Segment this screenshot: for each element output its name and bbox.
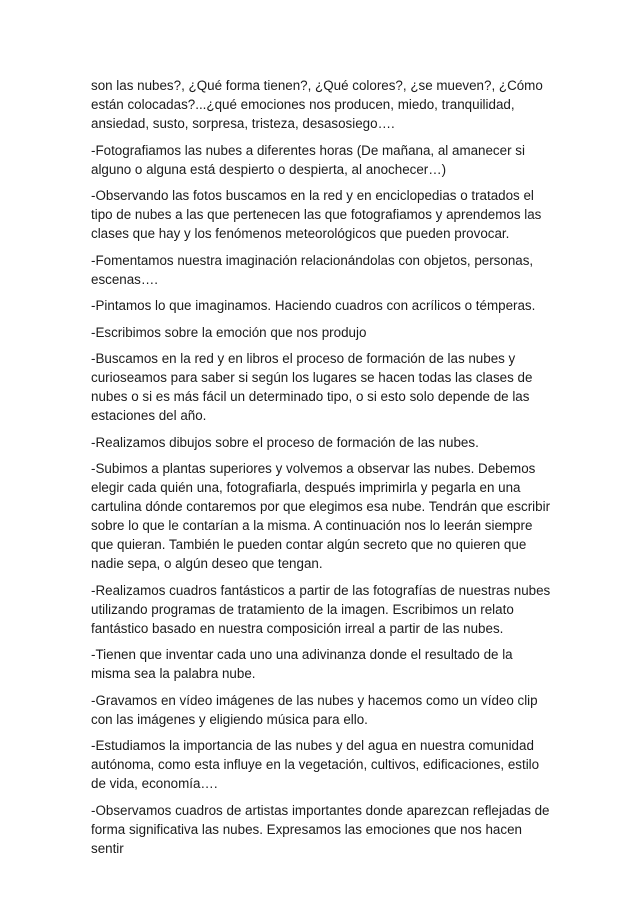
paragraph-riddle: -Tienen que inventar cada uno una adivinanza donde el resultado de la misma sea la palabra nube. bbox=[91, 647, 513, 681]
paragraph-fantastic-pictures: -Realizamos cuadros fantásticos a partir de las fotografías de nuestras nubes utilizando programas de tratamiento de la imagen. Escribimos un relato fantástico basado en nuestra composición irreal a partir de las nubes. bbox=[91, 582, 551, 636]
paragraph-cloud-formation-research: -Buscamos en la red y en libros el proceso de formación de las nubes y curioseamos para saber si según los lugares se hacen todas las clases de nubes o si es más fácil un determinado tipo, o si esto solo depende de las estaciones del año. bbox=[91, 351, 533, 423]
paragraph-clouds-questions: son las nubes?, ¿Qué forma tienen?, ¿Qué colores?, ¿se mueven?, ¿Cómo están colocadas?...¿qué emociones nos producen, miedo, tranquilidad, ansiedad, susto, sorpresa, tristeza, desasosiego…. bbox=[91, 78, 543, 131]
paragraph-write-emotion: -Escribimos sobre la emoción que nos produjo bbox=[91, 324, 367, 340]
paragraph-research-cloud-types: -Observando las fotos buscamos en la red y en enciclopedias o tratados el tipo de nubes a las que pertenecen las que fotografiamos y aprendemos las clases que hay y los fenómenos meteorológicos que pueden provocar. bbox=[91, 188, 542, 241]
paragraph-imagination: -Fomentamos nuestra imaginación relacionándolas con objetos, personas, escenas…. bbox=[91, 252, 534, 287]
paragraph-choose-a-cloud: -Subimos a plantas superiores y volvemos a observar las nubes. Debemos elegir cada quién una, fotografiarla, después imprimirla y pegarla en una cartulina dónde contaremos por que elegimos esa nube. Tendrán que escribir sobre lo que le contarían a la misma. A continuación nos lo leerán siempre que quieran. También le pueden contar algún secreto que no quieren que nadie sepa, o algún deseo que tengan. bbox=[91, 461, 551, 571]
document-body bbox=[91, 76, 551, 865]
paragraph-water-importance: -Estudiamos la importancia de las nubes y del agua en nuestra comunidad autónoma, como esta influye en la vegetación, cultivos, edificaciones, estilo de vida, economía…. bbox=[91, 738, 540, 791]
paragraph-photograph-clouds: -Fotografiamos las nubes a diferentes horas (De mañana, al amanecer si alguno o alguna está despierto o despierta, al anochecer…) bbox=[91, 142, 525, 177]
paragraph-artists-paintings: -Observamos cuadros de artistas importantes donde aparezcan reflejadas de forma significativa las nubes. Expresamos las emociones que nos hacen sentir bbox=[91, 802, 550, 856]
paragraph-formation-drawings: -Realizamos dibujos sobre el proceso de formación de las nubes. bbox=[91, 434, 479, 450]
paragraph-video-clip: -Gravamos en vídeo imágenes de las nubes y hacemos como un vídeo clip con las imágenes y eligiendo música para ello. bbox=[91, 692, 538, 727]
paragraph-painting: -Pintamos lo que imaginamos. Haciendo cuadros con acrílicos o témperas. bbox=[91, 298, 536, 313]
